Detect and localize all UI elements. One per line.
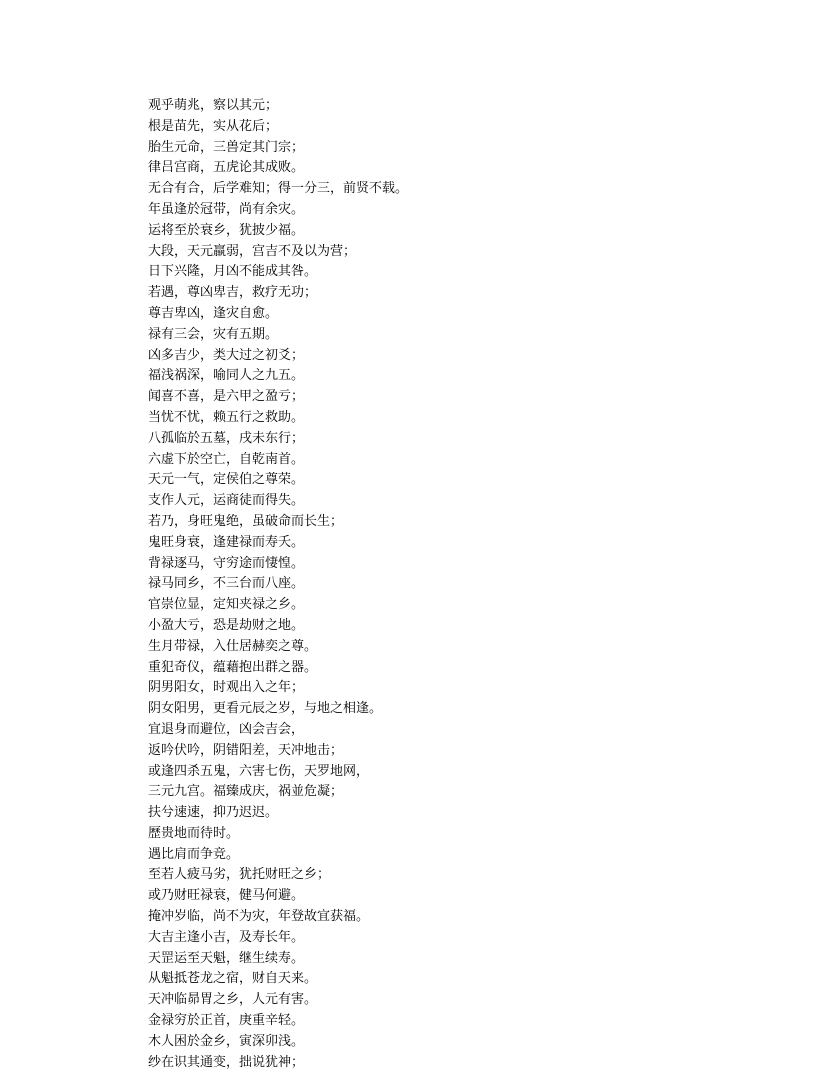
text-line: 六虚下於空亡，自乾南首。: [148, 451, 305, 467]
text-line: 鬼旺身衰，逢建禄而寿夭。: [148, 534, 305, 550]
text-line: 若遇，尊凶卑吉，救疗无功；: [148, 285, 318, 301]
text-line: 小盈大亏，恐是劫财之地。: [148, 617, 305, 633]
text-line: 大段，天元羸弱，宫吉不及以为营；: [148, 243, 357, 259]
text-line: 三元九宫。福臻成庆，祸並危凝；: [148, 784, 344, 800]
text-line: 背禄逐马，守穷途而悽惶。: [148, 555, 305, 571]
text-line: 生月带禄，入仕居赫奕之尊。: [148, 638, 318, 654]
text-line: 禄有三会，灾有五期。: [148, 326, 279, 342]
text-line: 日下兴隆，月凶不能成其咎。: [148, 264, 318, 280]
text-line: 木人困於金乡，寅深卯浅。: [148, 1033, 305, 1049]
text-line: 无合有合，后学难知；得一分三，前贤不载。: [148, 181, 409, 197]
text-line: 或乃财旺禄衰，健马何避。: [148, 888, 305, 904]
text-line: 至若人疲马劣，犹托财旺之乡；: [148, 867, 331, 883]
text-line: 根是苗先，实从花后；: [148, 118, 279, 134]
text-line: 掩冲岁临，尚不为灾，年登故宜获福。: [148, 909, 370, 925]
text-line: 福浅祸深，喻同人之九五。: [148, 368, 305, 384]
text-line: 年虽逢於冠带，尚有余灾。: [148, 201, 305, 217]
text-line: 遇比肩而争竞。: [148, 846, 240, 862]
text-line: 从魁抵苍龙之宿，财自天来。: [148, 971, 318, 987]
text-line: 重犯奇仪，蕴藉抱出群之器。: [148, 659, 318, 675]
text-line: 纱在识其通变，拙说犹神；: [148, 1054, 305, 1070]
text-line: 胎生元命，三兽定其门宗；: [148, 139, 305, 155]
text-line: 天元一气，定侯伯之尊荣。: [148, 472, 305, 488]
text-line: 支作人元，运商徒而得失。: [148, 493, 305, 509]
text-line: 官崇位显，定知夹禄之乡。: [148, 597, 305, 613]
text-line: 观乎萌兆，察以其元；: [148, 98, 279, 113]
document-body: [148, 96, 788, 1073]
text-line: 阴女阳男，更看元辰之岁，与地之相逢。: [148, 701, 383, 717]
text-line: 若乃，身旺鬼绝，虽破命而长生；: [148, 513, 344, 529]
text-line: 八孤临於五墓，戌未东行；: [148, 430, 305, 446]
text-line: 或逢四杀五鬼，六害七伤，天罗地网，: [148, 763, 370, 779]
text-line: 凶多吉少，类大过之初爻；: [148, 347, 305, 363]
text-line: 禄马同乡，不三台而八座。: [148, 576, 305, 592]
text-line: 返吟伏吟，阴错阳差，天冲地击；: [148, 742, 344, 758]
text-line: 天冲临昴胃之乡，人元有害。: [148, 992, 318, 1008]
text-line: 当忧不忧，赖五行之救助。: [148, 409, 305, 425]
text-line: 金禄穷於正首，庚重辛轻。: [148, 1013, 305, 1029]
text-line: 天罡运至天魁，继生续寿。: [148, 950, 305, 966]
text-line: 扶兮速速，抑乃迟迟。: [148, 805, 279, 821]
text-line: 阴男阳女，时观出入之年；: [148, 680, 305, 696]
text-line: 尊吉卑凶，逢灾自愈。: [148, 305, 279, 321]
text-line: 歷贵地而待时。: [148, 825, 240, 841]
text-line: 闻喜不喜，是六甲之盈亏；: [148, 389, 305, 405]
text-line: 律吕宫商，五虎论其成败。: [148, 160, 305, 176]
text-line: 宜退身而避位，凶会吉会，: [148, 721, 305, 737]
text-line: 大吉主逢小吉，及寿长年。: [148, 929, 305, 945]
text-line: 运将至於衰乡，犹披少福。: [148, 222, 305, 238]
